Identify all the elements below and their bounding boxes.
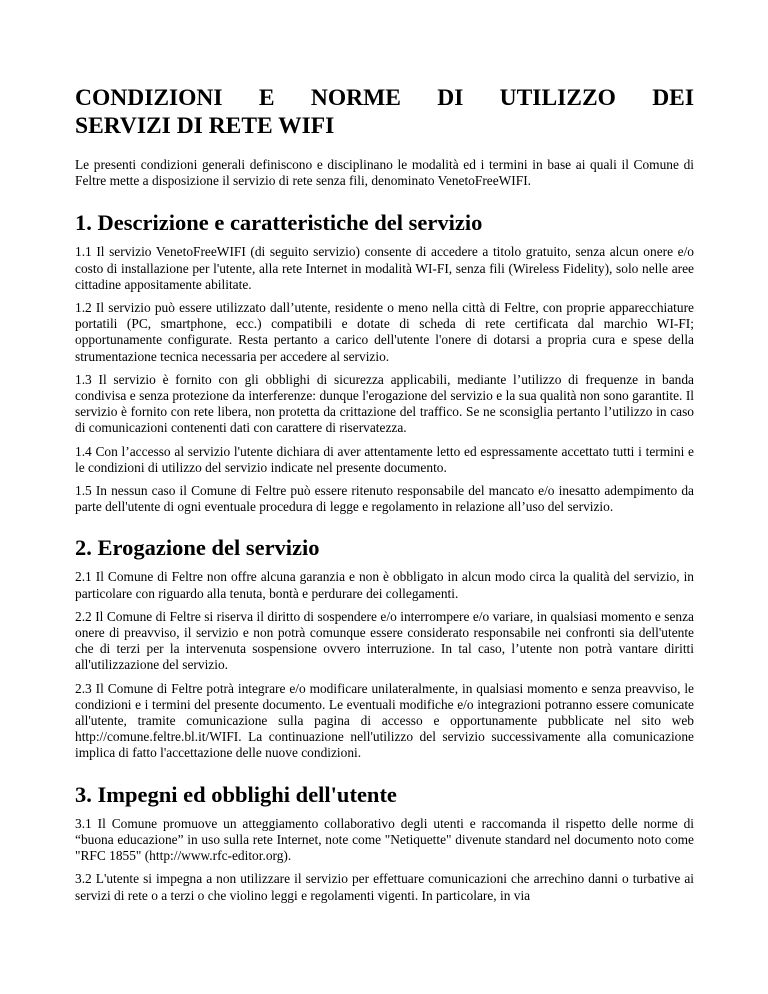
section-3-heading: 3. Impegni ed obblighi dell'utente bbox=[75, 781, 397, 807]
paragraph-3-1: 3.1 Il Comune promuove un atteggiamento collaborativo degli utenti e raccomanda il rispetto delle norme di “buona educazione” in uso sulla rete Internet, note come "Netiquette" divenute standard nel documento noto come "RFC 1855" (http://www.rfc-editor.org). bbox=[75, 815, 694, 864]
section-1-heading: 1. Descrizione e caratteristiche del servizio bbox=[75, 210, 483, 236]
paragraph-2-2: 2.2 Il Comune di Feltre si riserva il diritto di sospendere e/o interrompere e/o variare, in qualsiasi momento e senza onere di preavviso, il servizio e non potrà comunque essere considerato responsabile nei confronti sia dell'utente che di terzi per la intervenuta sospensione ovvero interruzione. In tal caso, l’utente non potrà vantare diritti all'utilizzazione del servizio. bbox=[75, 608, 694, 673]
title-line-1: CONDIZIONI E NORME DI UTILIZZO DEI bbox=[75, 85, 694, 111]
paragraph-2-3: 2.3 Il Comune di Feltre potrà integrare e/o modificare unilateralmente, in qualsiasi momento e senza preavviso, le condizioni e i termini del presente documento. Le eventuali modifiche e/o integrazioni potranno essere comunicate all'utente, tramite comunicazione sulla pagina di accesso e opportunamente pubblicate nel sito web http://comune.feltre.bl.it/WIFI. La continuazione nell'utilizzo del servizio successivamente alla comunicazione implica di fatto l'accettazione delle nuove condizioni. bbox=[75, 680, 694, 761]
paragraph-1-4: 1.4 Con l’accesso al servizio l'utente dichiara di aver attentamente letto ed espressamente accettato tutti i termini e le condizioni di utilizzo del servizio indicate nel presente documento. bbox=[75, 443, 694, 475]
section-2-heading: 2. Erogazione del servizio bbox=[75, 535, 320, 561]
paragraph-1-3: 1.3 Il servizio è fornito con gli obblighi di sicurezza applicabili, mediante l’utilizzo di frequenze in banda condivisa e senza protezione da interferenze: dunque l'erogazione del servizio e la sua qualità non sono garantite. Il servizio è fornito con rete libera, non protetta da crittazione del traffico. Se ne sconsiglia pertanto l’utilizzo in caso di comunicazioni contenenti dati con carattere di riservatezza. bbox=[75, 371, 694, 436]
paragraph-1-1: 1.1 Il servizio VenetoFreeWIFI (di seguito servizio) consente di accedere a titolo gratuito, senza alcun onere e/o costo di installazione per l'utente, alla rete Internet in modalità WI-FI, senza fili (Wireless Fidelity), solo nelle aree cittadine appositamente abilitate. bbox=[75, 244, 694, 292]
title-line-2: SERVIZI DI RETE WIFI bbox=[75, 113, 335, 139]
paragraph-1-5: 1.5 In nessun caso il Comune di Feltre può essere ritenuto responsabile del mancato e/o inesatto adempimento da parte dell'utente di ogni eventuale procedura di legge e regolamento in relazione all’uso del servizio. bbox=[75, 483, 694, 515]
paragraph-3-2: 3.2 L'utente si impegna a non utilizzare il servizio per effettuare comunicazioni che arrechino danni o turbative ai servizi di rete o a terzi o che violino leggi e regolamenti vigenti. In particolare, in via bbox=[75, 871, 694, 903]
document-title bbox=[75, 84, 694, 140]
intro-paragraph: Le presenti condizioni generali definiscono e disciplinano le modalità ed i termini in base ai quali il Comune di Feltre mette a disposizione il servizio di rete senza fili, denominato VenetoFreeWIFI. bbox=[75, 157, 694, 189]
paragraph-1-2: 1.2 Il servizio può essere utilizzato dall’utente, residente o meno nella città di Feltre, con proprie apparecchiature portatili (PC, smartphone, ecc.) compatibili e dotate di scheda di rete certificata dal marchio WI-FI; opportunamente configurate. Resta pertanto a carico dell'utente l'onere di dotarsi a propria cura e spese della strumentazione tecnica necessaria per accedere al servizio. bbox=[75, 300, 694, 364]
paragraph-2-1: 2.1 Il Comune di Feltre non offre alcuna garanzia e non è obbligato in alcun modo circa la qualità del servizio, in particolare con riguardo alla tenuta, bontà e perdurare dei collegamenti. bbox=[75, 569, 694, 601]
